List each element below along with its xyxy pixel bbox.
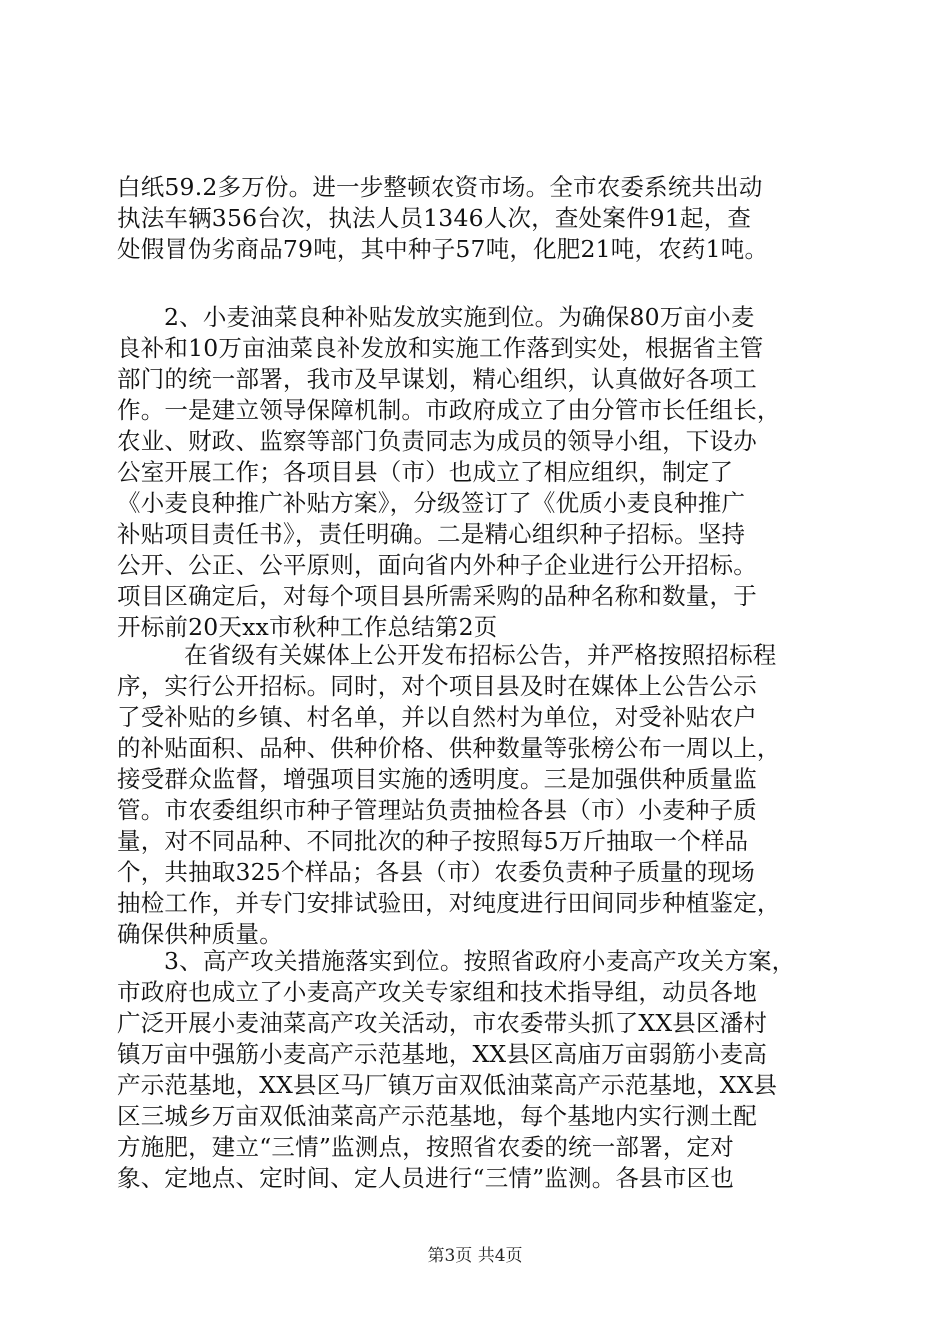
body-text-line: 农业、财政、监察等部门负责同志为成员的领导小组，下设办 [117,427,757,455]
body-text-line: 公开、公正、公平原则，面向省内外种子企业进行公开招标。 [117,551,757,579]
body-text-line: 市政府也成立了小麦高产攻关专家组和技术指导组，动员各地 [117,978,757,1006]
body-text-line: 《小麦良种推广补贴方案》，分级签订了《优质小麦良种推广 [117,489,746,517]
body-text-line: 补贴项目责任书》，责任明确。二是精心组织种子招标。坚持 [117,520,746,548]
body-text-line: 象、定地点、定时间、定人员进行“三情”监测。各县市区也 [117,1164,734,1192]
paragraph-start-line: 3、高产攻关措施落实到位。按照省政府小麦高产攻关方案， [164,947,796,975]
body-text-line: 作。一是建立领导保障机制。市政府成立了由分管市长任组长， [117,396,781,424]
body-text-line: 开标前20天xx市秋种工作总结第2页 [117,613,498,641]
body-text-line: 项目区确定后，对每个项目县所需采购的品种名称和数量，于 [117,582,757,610]
body-text-line: 执法车辆356台次，执法人员1346人次，查处案件91起，查 [117,204,752,232]
body-text-line: 镇万亩中强筋小麦高产示范基地，XX县区高庙万亩弱筋小麦高 [117,1040,768,1068]
body-text-line: 公室开展工作；各项目县（市）也成立了相应组织，制定了 [117,458,734,486]
body-text-line: 确保供种质量。 [117,920,283,948]
body-text-line: 序，实行公开招标。同时，对个项目县及时在媒体上公告公示 [117,672,757,700]
body-text-line: 良补和10万亩油菜良补发放和实施工作落到实处，根据省主管 [117,334,764,362]
body-text-line: 接受群众监督，增强项目实施的透明度。三是加强供种质量监 [117,765,757,793]
body-text-line: 方施肥，建立“三情”监测点，按照省农委的统一部署，定对 [117,1133,734,1161]
body-text-line: 处假冒伪劣商品79吨，其中种子57吨，化肥21吨，农药1吨。 [117,235,769,263]
body-text-line: 白纸59.2多万份。进一步整顿农资市场。全市农委系统共出动 [117,173,763,201]
page-number-footer: 第3页 共4页 [427,1246,523,1266]
body-text-line: 部门的统一部署，我市及早谋划，精心组织，认真做好各项工 [117,365,757,393]
body-text-line: 个，共抽取325个样品；各县（市）农委负责种子质量的现场 [117,858,755,886]
body-text-line: 量，对不同品种、不同批次的种子按照每5万斤抽取一个样品 [117,827,749,855]
paragraph-start-line: 在省级有关媒体上公开发布招标公告，并严格按照招标程 [184,641,777,669]
body-text-line: 产示范基地，XX县区马厂镇万亩双低油菜高产示范基地，XX县 [117,1071,778,1099]
body-text-line: 区三城乡万亩双低油菜高产示范基地，每个基地内实行测土配 [117,1102,757,1130]
body-text-line: 管。市农委组织市种子管理站负责抽检各县（市）小麦种子质 [117,796,757,824]
paragraph-start-line: 2、小麦油菜良种补贴发放实施到位。为确保80万亩小麦 [164,303,755,331]
body-text-line: 的补贴面积、品种、供种价格、供种数量等张榜公布一周以上， [117,734,781,762]
body-text-line: 抽检工作，并专门安排试验田，对纯度进行田间同步种植鉴定， [117,889,781,917]
body-text-line: 广泛开展小麦油菜高产攻关活动，市农委带头抓了XX县区潘村 [117,1009,768,1037]
body-text-line: 了受补贴的乡镇、村名单，并以自然村为单位，对受补贴农户 [117,703,757,731]
